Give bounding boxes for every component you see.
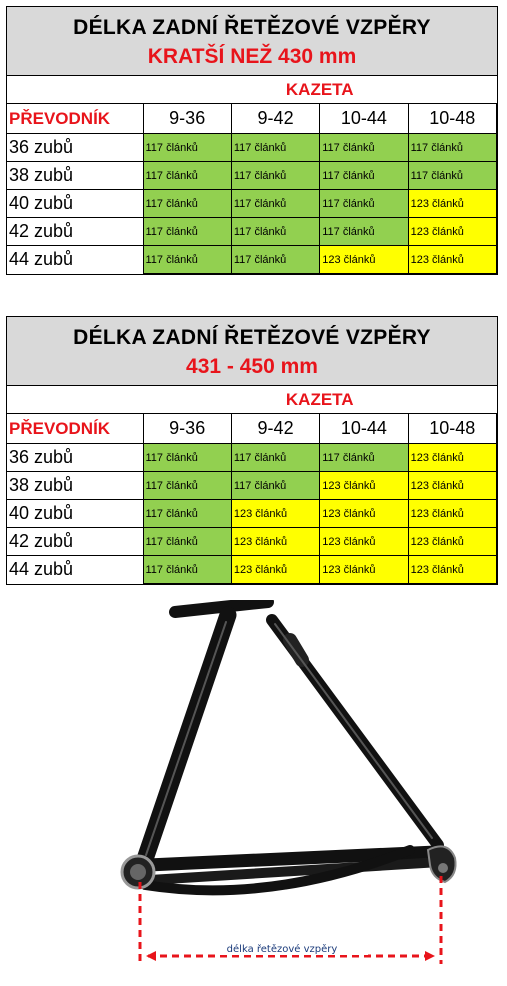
chain-link-count: 123 článků <box>320 472 408 500</box>
chain-link-count: 123 článků <box>408 246 496 274</box>
figure-caption: délka řetězové vzpěry <box>226 944 338 955</box>
chain-link-count: 117 článků <box>143 472 231 500</box>
column-header: 9-42 <box>231 104 319 134</box>
table-row <box>7 528 497 556</box>
chain-link-count: 117 článků <box>143 246 231 274</box>
table-title: DÉLKA ZADNÍ ŘETĚZOVÉ VZPĚRY <box>73 16 431 39</box>
chain-length-grid <box>7 386 497 584</box>
chain-link-count: 123 článků <box>408 444 496 472</box>
chain-link-count: 117 článků <box>320 162 408 190</box>
chainring-size: 44 zubů <box>7 556 143 584</box>
chainring-label: PŘEVODNÍK <box>7 414 143 444</box>
chainring-size: 36 zubů <box>7 444 143 472</box>
chain-link-count: 117 článků <box>143 528 231 556</box>
table-row <box>7 134 497 162</box>
chainring-size: 38 zubů <box>7 162 143 190</box>
column-header: 9-42 <box>231 414 319 444</box>
chain-link-count: 117 článků <box>231 472 319 500</box>
chain-link-count: 117 článků <box>320 190 408 218</box>
table-title: DÉLKA ZADNÍ ŘETĚZOVÉ VZPĚRY <box>73 326 431 349</box>
chain-link-count: 123 článků <box>320 556 408 584</box>
column-header: 9-36 <box>143 104 231 134</box>
table-header <box>7 7 497 76</box>
chain-link-count: 117 článků <box>408 162 496 190</box>
table-subtitle: KRATŠÍ NEŽ 430 mm <box>147 45 357 68</box>
chain-link-count: 123 článků <box>320 528 408 556</box>
frame-tubes <box>143 602 440 890</box>
table-row <box>7 246 497 274</box>
chain-link-count: 117 článků <box>408 134 496 162</box>
column-header: 10-44 <box>320 104 408 134</box>
chain-link-count: 117 článků <box>231 162 319 190</box>
chain-link-count: 117 článků <box>143 190 231 218</box>
chainring-label: PŘEVODNÍK <box>7 104 143 134</box>
chain-link-count: 117 článků <box>143 162 231 190</box>
table-row <box>7 162 497 190</box>
chain-link-count: 117 článků <box>143 444 231 472</box>
cassette-label: KAZETA <box>285 389 354 409</box>
column-header: 10-48 <box>408 414 496 444</box>
chain-link-count: 117 článků <box>231 134 319 162</box>
chain-link-count: 123 článků <box>320 500 408 528</box>
chainring-size: 36 zubů <box>7 134 143 162</box>
chain-link-count: 123 článků <box>408 500 496 528</box>
chain-link-count: 117 článků <box>143 134 231 162</box>
chain-link-count: 123 článků <box>231 528 319 556</box>
bottom-bracket <box>122 856 154 888</box>
group-header-row <box>7 76 497 104</box>
caption-label <box>218 940 368 955</box>
column-header: 9-36 <box>143 414 231 444</box>
table-row <box>7 218 497 246</box>
chainstay-table-short <box>6 6 498 275</box>
chainstay-table-medium <box>6 316 498 585</box>
table-row <box>7 472 497 500</box>
chain-link-count: 117 článků <box>320 444 408 472</box>
chainring-size: 44 zubů <box>7 246 143 274</box>
chainring-size: 40 zubů <box>7 190 143 218</box>
chain-link-count: 117 článků <box>231 218 319 246</box>
table-header <box>7 317 497 386</box>
chainring-size: 42 zubů <box>7 218 143 246</box>
chain-link-count: 117 článků <box>320 134 408 162</box>
chainring-size: 38 zubů <box>7 472 143 500</box>
chain-link-count: 117 článků <box>320 218 408 246</box>
chainring-size: 42 zubů <box>7 528 143 556</box>
chain-link-count: 117 článků <box>143 556 231 584</box>
chain-link-count: 123 článků <box>408 528 496 556</box>
column-header: 10-44 <box>320 414 408 444</box>
chain-length-grid <box>7 76 497 274</box>
chain-link-count: 117 článků <box>231 190 319 218</box>
table-row <box>7 556 497 584</box>
column-header-row <box>7 414 497 444</box>
bike-frame-figure <box>0 600 507 981</box>
cassette-label: KAZETA <box>285 79 354 99</box>
chain-link-count: 117 článků <box>143 218 231 246</box>
chain-link-count: 123 článků <box>408 556 496 584</box>
table-row <box>7 444 497 472</box>
chain-link-count: 123 článků <box>231 500 319 528</box>
chain-link-count: 117 článků <box>231 444 319 472</box>
chain-link-count: 123 článků <box>231 556 319 584</box>
table-subtitle: 431 - 450 mm <box>186 355 318 378</box>
chain-link-count: 123 článků <box>408 190 496 218</box>
chainring-size: 40 zubů <box>7 500 143 528</box>
chain-link-count: 117 článků <box>231 246 319 274</box>
chain-link-count: 123 článků <box>408 218 496 246</box>
table-row <box>7 500 497 528</box>
group-header-row <box>7 386 497 414</box>
chain-link-count: 117 článků <box>143 500 231 528</box>
chain-link-count: 123 článků <box>408 472 496 500</box>
column-header-row <box>7 104 497 134</box>
table-row <box>7 190 497 218</box>
chain-link-count: 123 článků <box>320 246 408 274</box>
column-header: 10-48 <box>408 104 496 134</box>
bike-frame-illustration <box>0 600 507 981</box>
